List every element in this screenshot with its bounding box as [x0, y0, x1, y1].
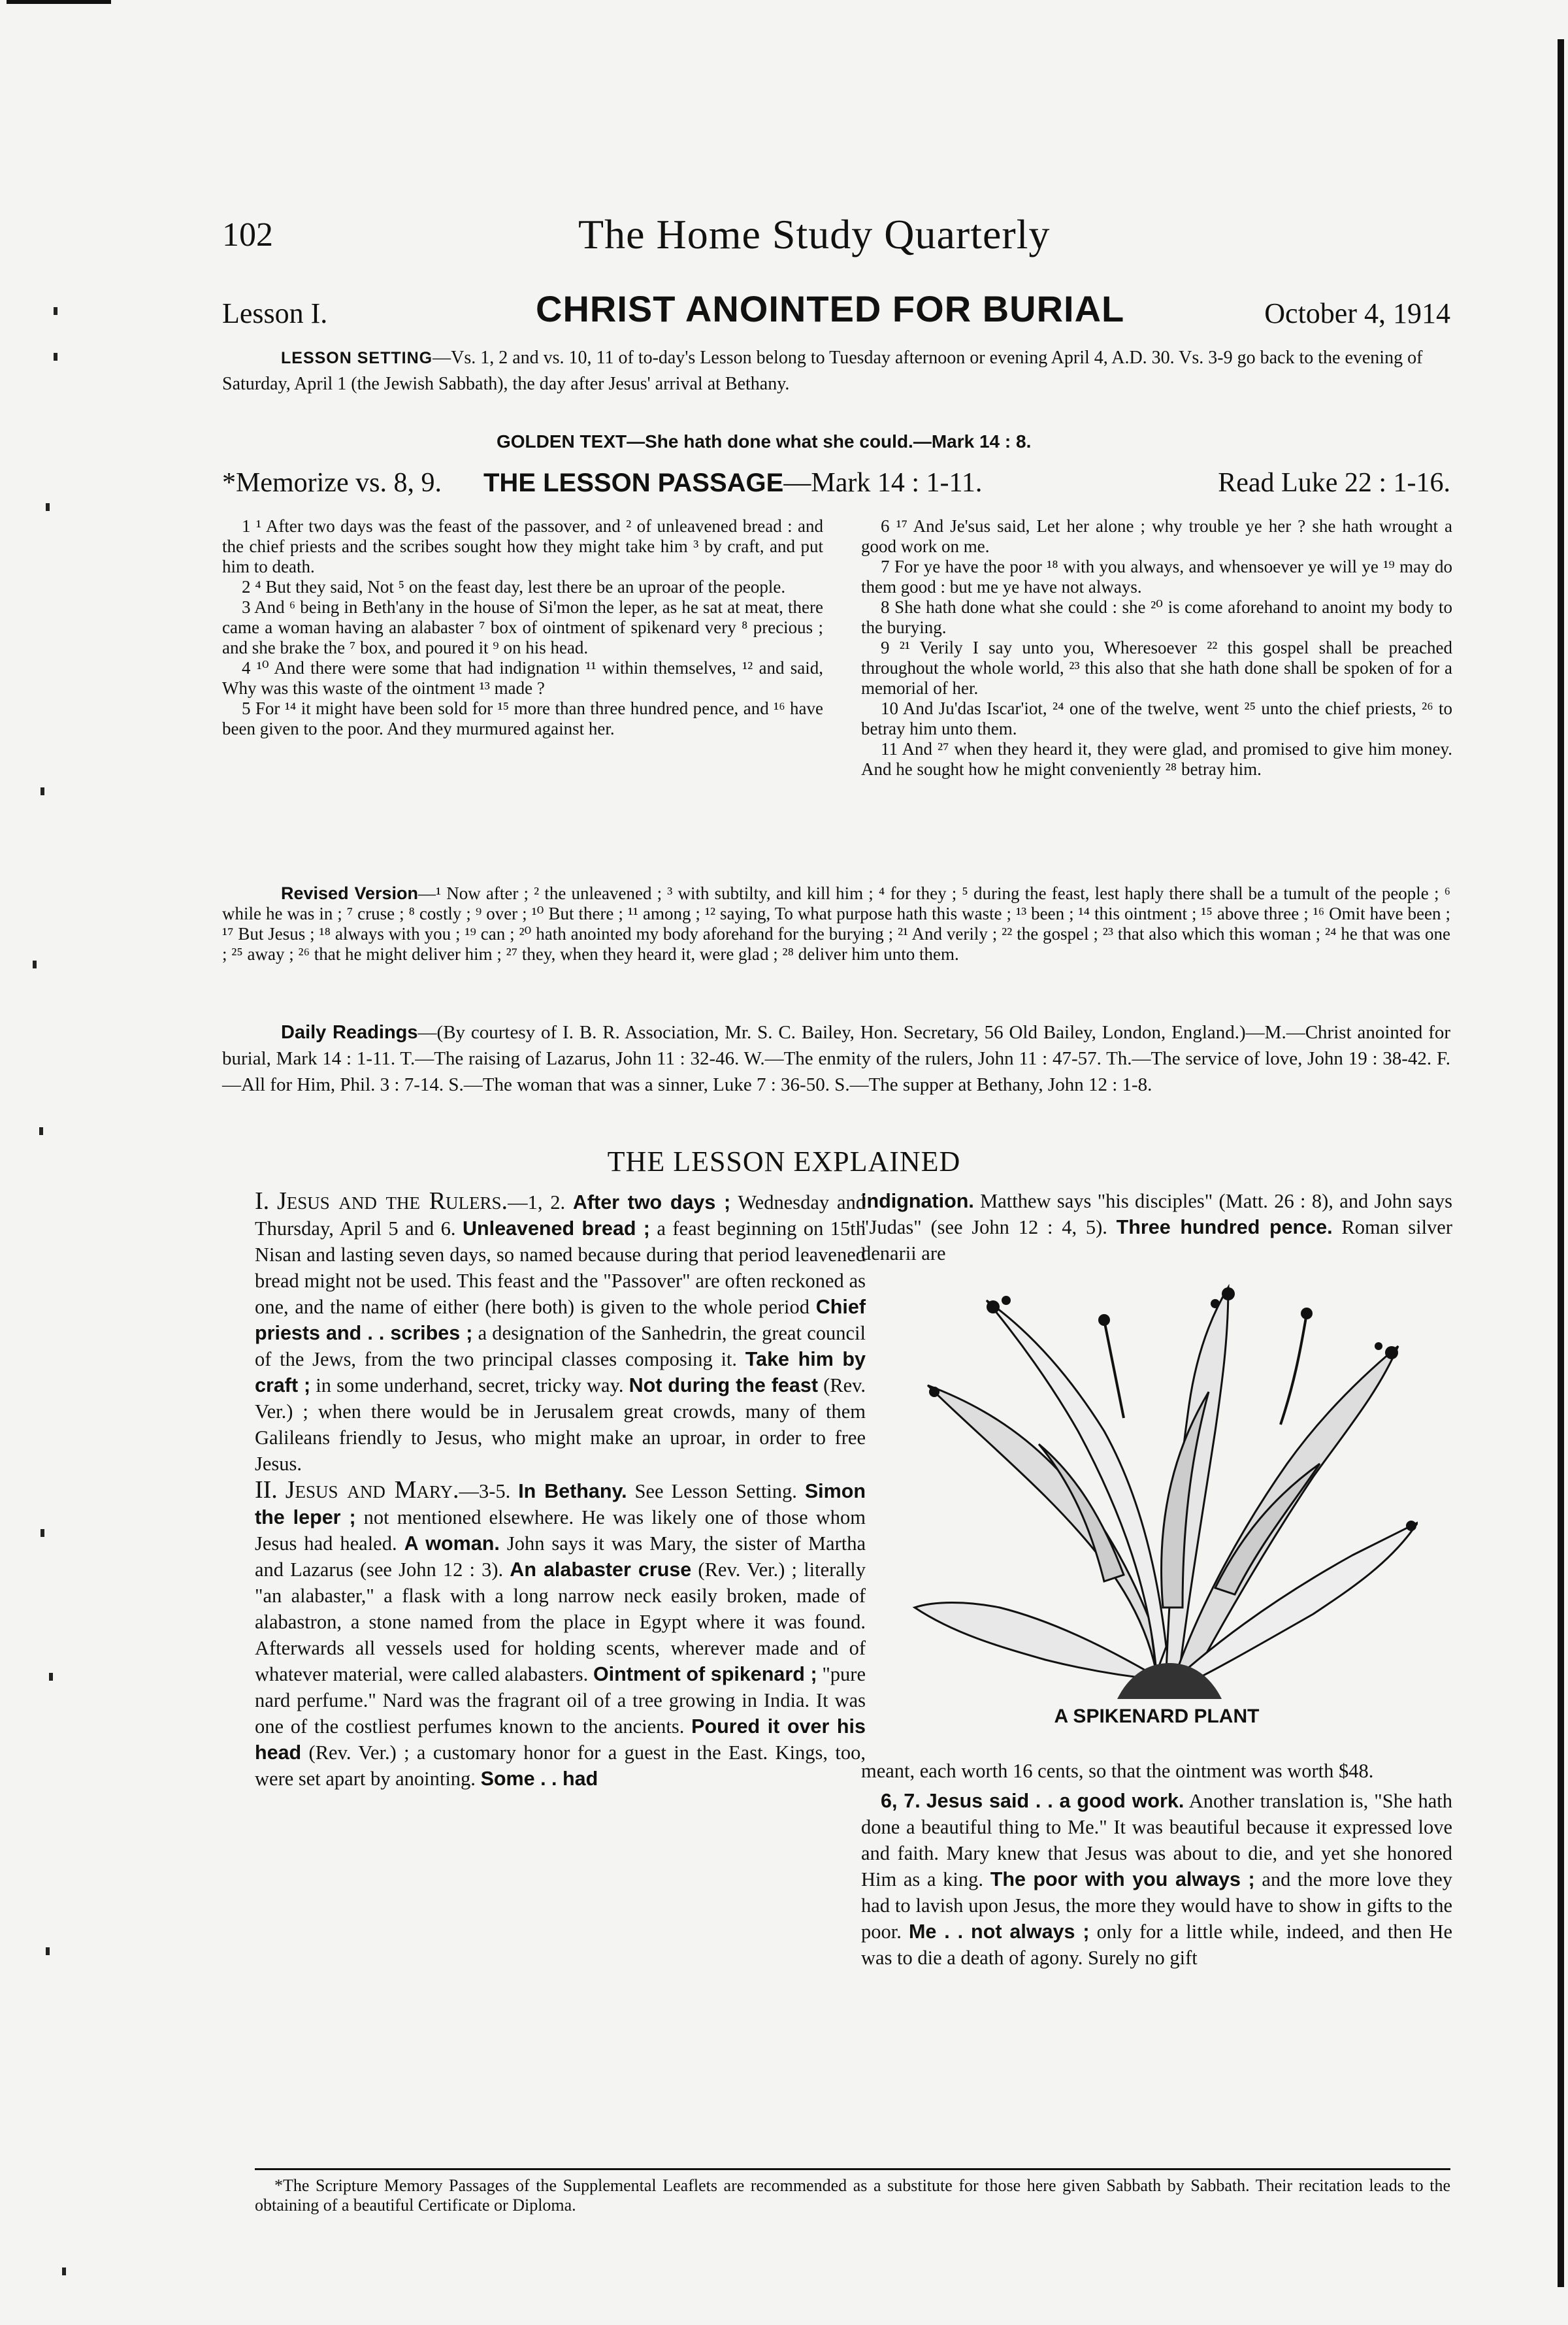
section-1-heading: Jesus and the Rulers.	[276, 1187, 508, 1215]
term: Unleavened bread ;	[462, 1217, 650, 1240]
verse: 6 ¹⁷ And Je'sus said, Let her alone ; why trouble ye her ? she hath wrought a good work on me.	[861, 516, 1452, 556]
scan-mark	[7, 0, 111, 13]
term: Me . . not always ;	[908, 1921, 1090, 1943]
text: only for a little while, indeed, and then He was to die a death of agony. Surely no gift	[861, 1921, 1452, 1969]
running-header	[222, 211, 1431, 268]
daily-readings	[222, 1019, 1450, 1098]
text: (Rev. Ver.) ; a customary honor for a guest in the East. Kings, too, were set apart by anointing.	[255, 1741, 866, 1790]
verse: 1 ¹ After two days was the feast of the passover, and ² of unleavened bread : and the chief priests and the scribes sought how they might take him ³ by craft, and put him to death.	[222, 516, 823, 576]
footnote: *The Scripture Memory Passages of the Supplemental Leaflets are recommended as a substitute for those here given Sabbath by Sabbath. Their recitation leads to the obtaining of a beautiful Certificate or Diploma.	[255, 2176, 1450, 2215]
passage-heading	[483, 467, 982, 499]
section-1-ref: —1, 2.	[508, 1191, 566, 1213]
section-2-ref: —3-5.	[459, 1480, 511, 1502]
section-2-numeral: II.	[255, 1476, 278, 1504]
explanation-right-column-bottom	[861, 1758, 1452, 1971]
text: not mentioned elsewhere. He was likely one of those whom Jesus had healed.	[255, 1506, 866, 1555]
lesson-number: Lesson I.	[222, 297, 328, 329]
term: Chief priests and . . scribes ;	[255, 1296, 866, 1344]
revised-version	[222, 883, 1450, 965]
term: Not during the feast	[629, 1374, 818, 1396]
term: Three hundred pence.	[1116, 1216, 1333, 1238]
term: In Bethany.	[518, 1480, 627, 1502]
passage-line	[222, 467, 1450, 506]
verses-left-column	[222, 516, 823, 739]
text: See Lesson Setting.	[627, 1480, 805, 1502]
verse: 5 For ¹⁴ it might have been sold for ¹⁵ more than three hundred pence, and ¹⁶ have been given to the poor. And they murmured against her.	[222, 699, 823, 738]
explanation-right-column-top	[861, 1188, 1452, 1266]
figure-caption: A SPIKENARD PLANT	[1054, 1706, 1260, 1727]
text: Wednesday and Thursday, April 5 and 6.	[255, 1191, 866, 1240]
publication-title: The Home Study Quarterly	[578, 211, 1051, 257]
golden-text: GOLDEN TEXT—She hath done what she could.—Mark 14 : 8.	[497, 431, 1032, 452]
paragraph	[861, 1788, 1452, 1971]
text: a designation of the Sanhedrin, the great council of the Jews, from the two principal classes composing it.	[255, 1322, 866, 1370]
section-2-heading: Jesus and Mary.	[285, 1476, 459, 1504]
verse: 2 ⁴ But they said, Not ⁵ on the feast day, lest there be an uproar of the people.	[242, 577, 786, 597]
text: John says it was Mary, the sister of Martha and Lazarus (see John 12 : 3).	[255, 1532, 866, 1581]
verse: 4 ¹⁰ And there were some that had indignation ¹¹ within themselves, ¹² and said, Why was this waste of the ointment ¹³ made ?	[222, 658, 823, 698]
page-number: 102	[222, 216, 273, 254]
text: and the more love they had to lavish upon Jesus, the more they would have to show in gifts to the poor.	[861, 1868, 1452, 1943]
verse: 3 And ⁶ being in Beth'any in the house of Si'mon the leper, as he sat at meat, there came a woman having an alabaster ⁷ box of ointment of spikenard very ⁸ precious ; and she brake the ⁷ box, and poured it ⁹ on his head.	[222, 597, 823, 657]
term: An alabaster cruse	[510, 1558, 692, 1581]
text: a feast beginning on 15th Nisan and lasting seven days, so named because during that period leavened bread might not be used. This feast and the "Passover" are often reckoned as one, and the name of either (here both) is given to the whole period	[255, 1217, 866, 1318]
term: Simon the leper ;	[255, 1480, 866, 1528]
term: Ointment of spikenard ;	[593, 1663, 817, 1685]
read-reference: Read Luke 22 : 1-16.	[1218, 468, 1450, 498]
text: (Rev. Ver.) ; literally "an alabaster," a flask with a long narrow neck easily broken, made of alabastron, a stone named from the place in Egypt where it was found. Afterwards all vessels used for holding scents, wherever made and of whatever material, were called alabasters.	[255, 1558, 866, 1685]
passage-reference: —Mark 14 : 1-11.	[783, 468, 983, 498]
text: Roman silver denarii are	[861, 1216, 1452, 1264]
verse: 7 For ye have the poor ¹⁸ with you always, and whensoever ye will ye ¹⁹ may do them good : but me ye have not always.	[861, 557, 1452, 597]
term: Poured it over his head	[255, 1715, 866, 1764]
spikenard-plant-illustration	[908, 1281, 1418, 1699]
term: Some . . had	[480, 1768, 598, 1790]
text: (Rev. Ver.) ; when there would be in Jerusalem great crowds, many of them Galileans friendly to Jesus, who might make an uproar, in order to free Jesus.	[255, 1374, 866, 1475]
passage-title: THE LESSON PASSAGE	[483, 469, 784, 497]
lesson-date: October 4, 1914	[1264, 297, 1450, 329]
revised-version-label: Revised Version	[281, 883, 419, 903]
section-2	[255, 1477, 866, 1792]
text: in some underhand, secret, tricky way.	[310, 1374, 629, 1396]
lesson-heading	[222, 288, 1450, 333]
verse: 11 And ²⁷ when they heard it, they were glad, and promised to give him money. And he sought how he might conveniently ²⁸ betray him.	[861, 739, 1452, 779]
term: The poor with you always ;	[990, 1868, 1255, 1890]
paragraph: meant, each worth 16 cents, so that the ointment was worth $48.	[861, 1760, 1374, 1782]
daily-readings-label: Daily Readings	[281, 1022, 418, 1043]
term: Take him by craft ;	[255, 1348, 866, 1396]
footnote-rule	[255, 2168, 1450, 2170]
verse: 10 And Ju'das Iscar'iot, ²⁴ one of the twelve, went ²⁵ unto the chief priests, ²⁶ to betray him unto them.	[861, 699, 1452, 738]
paragraph	[861, 1188, 1452, 1266]
text: "pure nard perfume." Nard was the fragrant oil of a tree growing in India. It was one of the costliest perfumes known to the ancients.	[255, 1663, 866, 1738]
section-1	[255, 1188, 866, 1477]
lesson-setting-text: —Vs. 1, 2 and vs. 10, 11 of to-day's Lesson belong to Tuesday afternoon or evening April 4, A.D. 30. Vs. 3-9 go back to the evening of Saturday, April 1 (the Jewish Sabbath), the day after Jesus' arrival at Bethany.	[222, 348, 1423, 394]
lesson-explained-heading: THE LESSON EXPLAINED	[607, 1146, 961, 1178]
text: Matthew says "his disciples" (Matt. 26 : 8), and John says "Judas" (see John 12 : 4, 5).	[861, 1190, 1452, 1238]
daily-readings-text: —(By courtesy of I. B. R. Association, Mr. S. C. Bailey, Hon. Secretary, 56 Old Bailey, London, England.)—M.—Christ anointed for burial, Mark 14 : 1-11. T.—The raising of Lazarus, John 11 : 32-46. W.—The enmity of the rulers, John 11 : 47-57. Th.—The service of love, John 19 : 38-42. F.—All for Him, Phil. 3 : 7-14. S.—The woman that was a sinner, Luke 7 : 36-50. S.—The supper at Bethany, John 12 : 1-8.	[222, 1022, 1451, 1095]
lesson-setting	[222, 345, 1450, 397]
section-1-numeral: I.	[255, 1187, 270, 1215]
term: A woman.	[404, 1532, 500, 1555]
text: Another translation is, "She hath done a beautiful thing to Me." It was beautiful because it expressed love and faith. Mary knew that Jesus was about to die, and yet she honored Him as a king.	[861, 1790, 1452, 1890]
verses-right-column	[861, 516, 1452, 780]
term: After two days ;	[572, 1191, 731, 1213]
lesson-setting-label: LESSON SETTING	[281, 349, 433, 367]
term: Jesus said . . a good work.	[926, 1790, 1184, 1812]
verse-ref: 6, 7.	[881, 1790, 921, 1812]
term: indignation.	[861, 1190, 974, 1212]
revised-version-text: —¹ Now after ; ² the unleavened ; ³ with subtilty, and kill him ; ⁴ for they ; ⁵ during the feast, lest haply there shall be a tumult of the people ; ⁶ while he was in ; ⁷ cruse ; ⁸ costly ; ⁹ over ; ¹⁰ But there ; ¹¹ among ; ¹² saying, To what purpose hath this waste ; ¹³ been ; ¹⁴ this ointment ; ¹⁵ above three ; ¹⁶ Omit have been ; ¹⁷ But Jesus ; ¹⁸ always with you ; ¹⁹ can ; ²⁰ hath anointed my body aforehand for the burying ; ²¹ And verily ; ²² the gospel ; ²³ that also which this woman ; ²⁴ he that was one ; ²⁵ away ; ²⁶ that he might deliver him ; ²⁷ they, when they heard it, were glad ; ²⁸ deliver him unto them.	[222, 883, 1451, 964]
explanation-left-column	[255, 1188, 866, 1792]
verse: 8 She hath done what she could : she ²⁰ is come aforehand to anoint my body to the burying.	[861, 597, 1452, 637]
verse: 9 ²¹ Verily I say unto you, Wheresoever ²² this gospel shall be preached throughout the whole world, ²³ this also that she hath done shall be spoken of for a memorial of her.	[861, 638, 1452, 698]
memorize-note: *Memorize vs. 8, 9.	[222, 468, 442, 498]
lesson-title: CHRIST ANOINTED FOR BURIAL	[536, 288, 1125, 329]
